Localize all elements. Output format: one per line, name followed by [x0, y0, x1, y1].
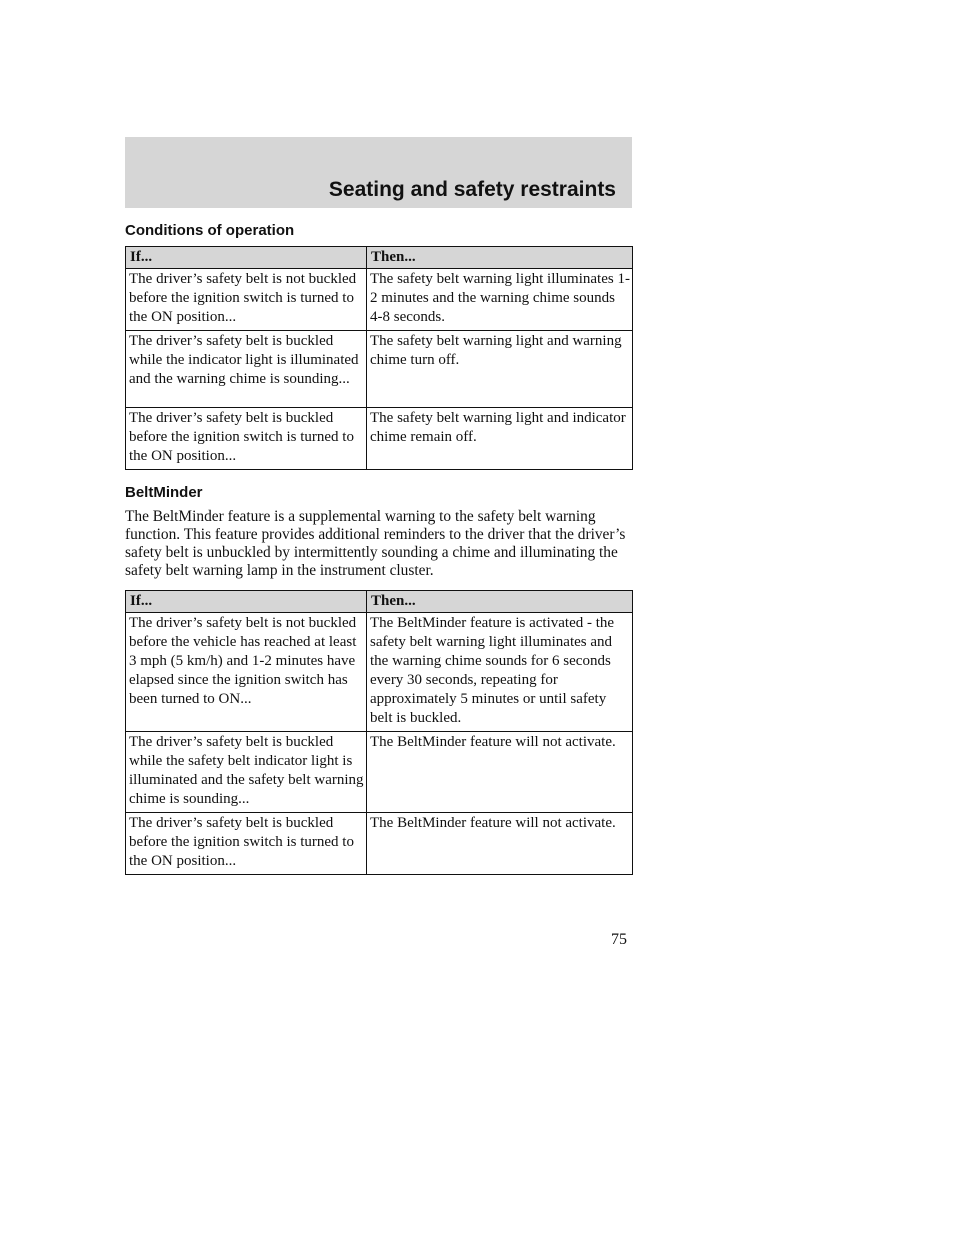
table-row — [126, 331, 633, 408]
section-title: Seating and safety restraints — [328, 178, 616, 201]
cell-then: The BeltMinder feature will not activate. — [367, 813, 633, 875]
beltminder-table — [125, 590, 633, 875]
cell-then: The BeltMinder feature is activated - the safety belt warning light illuminates and the warning chime sounds for 6 seconds every 30 seconds, repeating for approximately 5 minutes or until safety belt is buckled. — [367, 613, 633, 732]
cell-if: The driver’s safety belt is buckled while the indicator light is illuminated and the warning chime is sounding... — [126, 331, 367, 408]
table-row — [126, 408, 633, 470]
table-header-row — [126, 591, 633, 613]
column-header-then: Then... — [367, 591, 633, 613]
cell-if: The driver’s safety belt is not buckled before the ignition switch is turned to the ON position... — [126, 269, 367, 331]
table-header-row — [126, 247, 633, 269]
beltminder-heading: BeltMinder — [125, 484, 203, 501]
table-row — [126, 613, 633, 732]
cell-if: The driver’s safety belt is not buckled before the vehicle has reached at least 3 mph (5 km/h) and 1-2 minutes have elapsed since the ignition switch has been turned to ON... — [126, 613, 367, 732]
section-header-band — [125, 137, 632, 208]
cell-then: The safety belt warning light and indicator chime remain off. — [367, 408, 633, 470]
conditions-heading: Conditions of operation — [125, 222, 295, 239]
table-row — [126, 732, 633, 813]
cell-then: The safety belt warning light and warning chime turn off. — [367, 331, 633, 408]
cell-then: The safety belt warning light illuminates 1-2 minutes and the warning chime sounds 4-8 seconds. — [367, 269, 633, 331]
conditions-table — [125, 246, 633, 470]
page-number: 75 — [611, 931, 627, 948]
page-content — [125, 222, 632, 875]
beltminder-paragraph: The BeltMinder feature is a supplemental warning to the safety belt warning function. This feature provides additional reminders to the driver that the driver’s safety belt is unbuckled by intermittently sounding a chime and illuminating the safety belt warning lamp in the instrument cluster. — [125, 508, 626, 579]
cell-if: The driver’s safety belt is buckled before the ignition switch is turned to the ON position... — [126, 813, 367, 875]
table-row — [126, 269, 633, 331]
column-header-if: If... — [126, 591, 367, 613]
cell-if: The driver’s safety belt is buckled while the safety belt indicator light is illuminated and the safety belt warning chime is sounding... — [126, 732, 367, 813]
column-header-then: Then... — [367, 247, 633, 269]
cell-if: The driver’s safety belt is buckled before the ignition switch is turned to the ON position... — [126, 408, 367, 470]
column-header-if: If... — [126, 247, 367, 269]
cell-then: The BeltMinder feature will not activate. — [367, 732, 633, 813]
table-row — [126, 813, 633, 875]
